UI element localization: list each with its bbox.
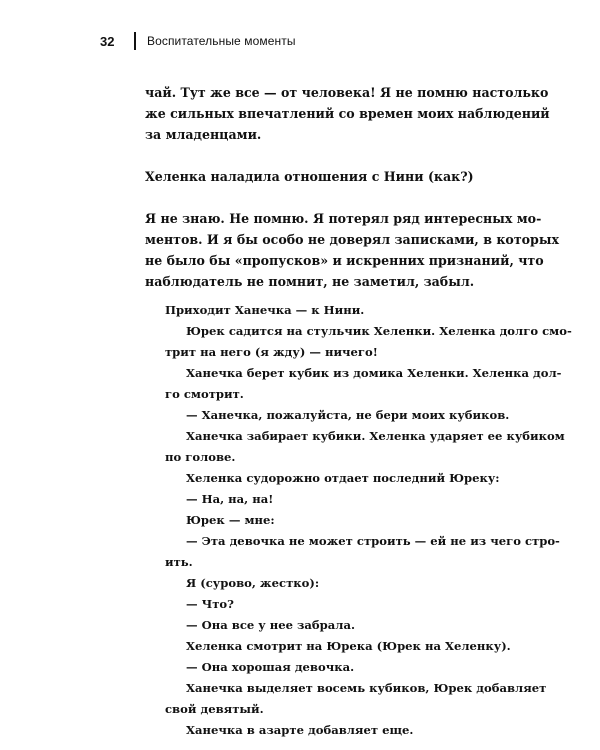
- dialog-line: Ханечка выделяет восемь кубиков, Юрек добавляет: [186, 681, 547, 695]
- main-text: [145, 82, 559, 292]
- dialog-line: — Ханечка, пожалуйста, не бери моих кубиков.: [186, 408, 510, 422]
- paragraph: [145, 82, 550, 145]
- dialog-line: — Она хорошая девочка.: [186, 660, 355, 674]
- dialog-line: — Эта девочка не может строить — ей не из чего стро-: [186, 534, 560, 548]
- dialog-block: [165, 300, 572, 741]
- dialog-line: — Что?: [186, 597, 234, 611]
- dialog-line: Ханечка забирает кубики. Хеленка ударяет ее кубиком: [186, 429, 565, 443]
- dialog-line: Я (сурово, жестко):: [186, 576, 320, 590]
- header-divider: [134, 32, 136, 50]
- dialog-line: Хеленка смотрит на Юрека (Юрек на Хеленку).: [186, 639, 511, 653]
- dialog-line: Юрек садится на стульчик Хеленки. Хеленка долго смо-: [186, 324, 572, 338]
- dialog-line: — Она все у нее забрала.: [186, 618, 356, 632]
- dialog-line: Приходит Ханечка — к Нини.: [165, 303, 365, 317]
- dialog-line: Хеленка судорожно отдает последний Юреку:: [186, 471, 500, 485]
- text-line: Я не знаю. Не помню. Я потерял ряд интересных мо-: [145, 211, 542, 226]
- text-line: чай. Тут же все — от человека! Я не помню настолько: [145, 85, 549, 100]
- question-paragraph: [145, 166, 501, 187]
- dialog-line: го смотрит.: [165, 387, 244, 401]
- text-line: же сильных впечатлений со времен моих наблюдений: [145, 106, 550, 121]
- text-line: ментов. И я бы особо не доверял записками, в которых: [145, 232, 559, 247]
- page-number: 32: [100, 33, 115, 49]
- running-title: Воспитательные моменты: [146, 34, 296, 48]
- text-line: за младенцами.: [145, 127, 262, 142]
- dialog-line: трит на него (я жду) — ничего!: [165, 345, 378, 359]
- text-line: Хеленка наладила отношения с Нини (как?): [145, 169, 474, 184]
- paragraph: [145, 208, 559, 292]
- dialog-line: по голове.: [165, 450, 236, 464]
- dialog-line: — На, на, на!: [186, 492, 274, 506]
- text-line: наблюдатель не помнит, не заметил, забыл.: [145, 274, 475, 289]
- dialog-line: Ханечка в азарте добавляет еще.: [186, 723, 414, 737]
- text-line: не было бы «пропусков» и искренних признаний, что: [145, 253, 544, 268]
- dialog-line: свой девятый.: [165, 702, 264, 716]
- dialog-line: Юрек — мне:: [186, 513, 275, 527]
- dialog-line: Ханечка берет кубик из домика Хеленки. Хеленка дол-: [186, 366, 562, 380]
- running-header: [100, 31, 296, 51]
- dialog-line: ить.: [165, 555, 193, 569]
